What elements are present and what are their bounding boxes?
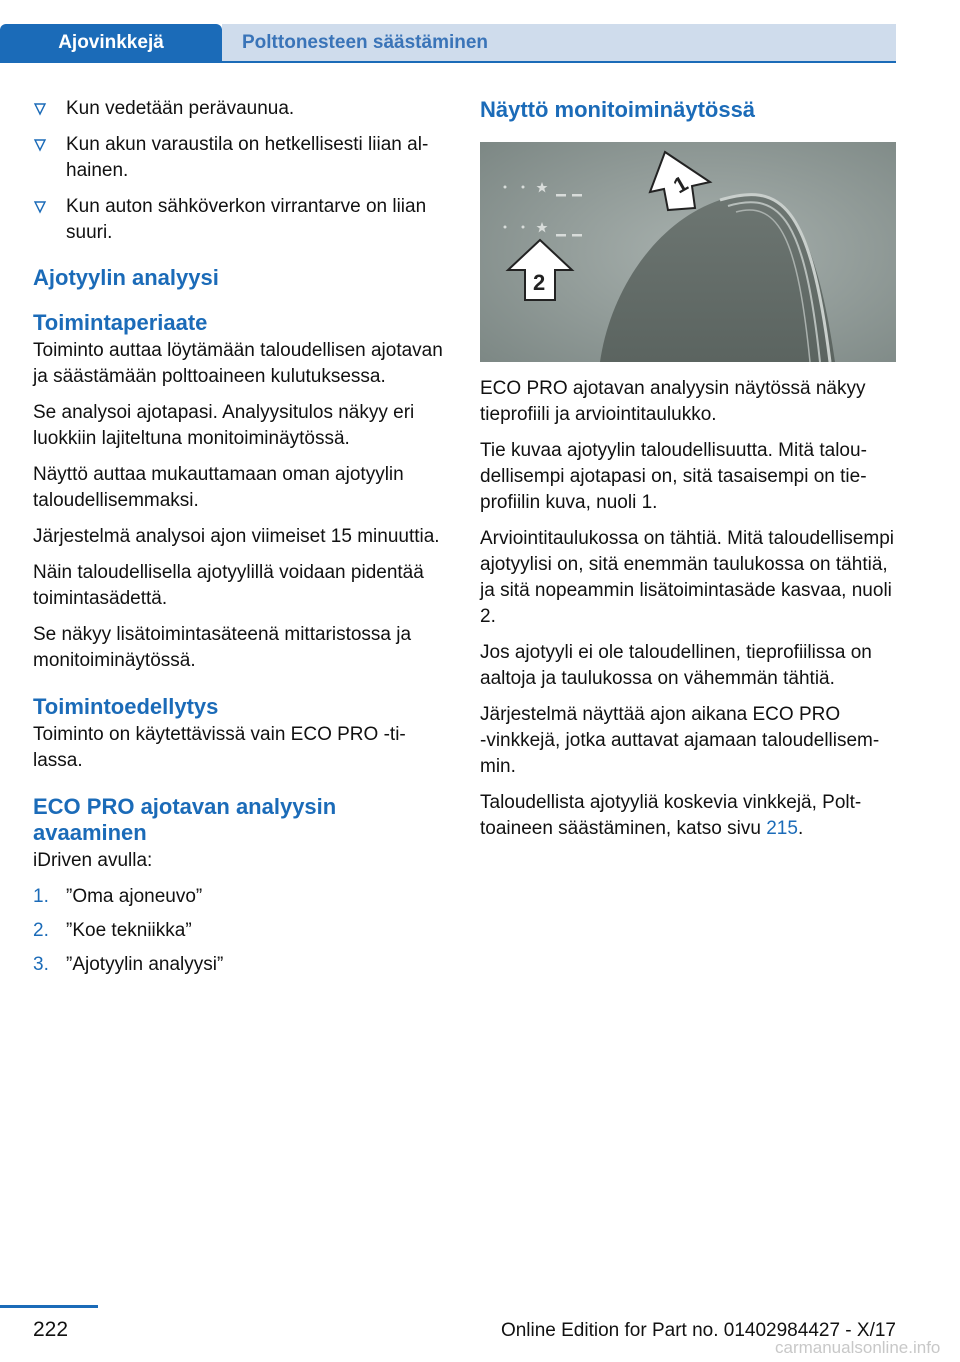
eco-pro-display-figure	[480, 142, 896, 362]
arrow-2-label: 2	[533, 270, 546, 295]
bullet-text: Kun vedetään perävaunua.	[66, 98, 295, 119]
page-number: 222	[33, 1318, 69, 1341]
list-item	[33, 918, 445, 944]
triangle-bullet-icon	[33, 102, 47, 116]
rating-dash	[572, 194, 582, 197]
rating-dot	[504, 226, 507, 229]
paragraph: iDriven avulla:	[33, 850, 153, 871]
list-item	[33, 884, 445, 910]
paragraph: Tie kuvaa ajotyylin taloudellisuutta. Mitä taloudellisempi ajotapasi on, sitä tasaisempi on tieprofiilin kuva, nuoli 1.	[480, 440, 867, 513]
list-item	[33, 952, 445, 978]
rating-dot	[504, 186, 507, 189]
footer-rule	[0, 1305, 98, 1308]
paragraph: Järjestelmä näyttää ajon aikana ECO PRO ‑vinkkejä, jotka auttavat ajamaan taloudellisemmin.	[480, 704, 880, 777]
list-item	[33, 194, 445, 246]
rating-dot	[522, 226, 525, 229]
edition-text: Online Edition for Part no. 01402984427 - X/17	[500, 1320, 896, 1341]
paragraph: Arviointitaulukossa on tähtiä. Mitä taloudellisempi ajotyylisi on, sitä enemmän taulukossa on tähtiä, ja sitä nopeammin lisätoimintasäde kasvaa, nuoli 2.	[480, 528, 894, 627]
rating-dot	[522, 186, 525, 189]
period-text: .	[797, 818, 804, 839]
section-heading: Näyttö monitoiminäytössä	[480, 97, 756, 122]
subheading-principle: Toimintaperiaate	[33, 310, 208, 335]
watermark: carmanualsonline.info	[775, 1338, 941, 1357]
subheading-requirement: Toimintoedellytys	[33, 694, 219, 719]
rating-dash	[556, 194, 566, 197]
step-text: ”Koe tekniikka”	[66, 920, 192, 941]
paragraph: ECO PRO ajotavan analyysin näytössä näkyy tieprofiili ja arviointitaulukko.	[480, 378, 866, 425]
steps-list	[33, 884, 445, 978]
paragraph: Järjestelmä analysoi ajon viimeiset 15 minuuttia.	[33, 526, 440, 547]
paragraph: Toiminto on käytettävissä vain ECO PRO ‑tilassa.	[33, 724, 406, 771]
list-item	[33, 96, 445, 122]
bullet-text: Kun auton sähköverkon virrantarve on liian suuri.	[66, 196, 427, 243]
triangle-bullet-icon	[33, 200, 47, 214]
paragraph: Jos ajotyyli ei ole taloudellinen, tieprofiilissa on aaltoja ja taulukossa on vähemmän tähtiä.	[480, 642, 872, 689]
page-header	[0, 0, 960, 64]
right-column	[480, 96, 896, 852]
step-text: ”Oma ajoneuvo”	[66, 886, 203, 907]
paragraph: Toiminto auttaa löytämään taloudellisen ajotavan ja säästämään polttoaineen kulutuksessa.	[33, 340, 443, 387]
step-text: ”Ajotyylin analyysi”	[66, 954, 224, 975]
rating-dash	[556, 234, 566, 237]
section-heading: Ajotyylin analyysi	[33, 265, 219, 290]
paragraph: Näin taloudellisella ajotyylillä voidaan pidentää toimintasädettä.	[33, 562, 424, 609]
step-number: 3.	[33, 954, 49, 975]
arrow-1-label: 1	[669, 170, 693, 199]
paragraph: Se näkyy lisätoimintasäteenä mittaristossa ja monitoiminäytössä.	[33, 624, 412, 671]
page-link[interactable]: 215	[766, 818, 798, 839]
condition-list	[33, 96, 445, 246]
paragraph: Näyttö auttaa mukauttamaan oman ajotyylin taloudellisemmaksi.	[33, 464, 404, 511]
paragraph: Se analysoi ajotapasi. Analyysitulos näkyy eri luokkiin lajiteltuna monitoiminäytössä.	[33, 402, 415, 449]
header-rule	[0, 61, 896, 63]
step-number: 1.	[33, 886, 49, 907]
chapter-tab[interactable]: Ajovinkkejä	[0, 24, 222, 62]
left-column	[33, 96, 445, 986]
bullet-text: Kun akun varaustila on hetkellisesti liian alhainen.	[66, 134, 429, 181]
triangle-bullet-icon	[33, 138, 47, 152]
reference-text: Taloudellista ajotyyliä koskevia vinkkejä, Polttoaineen säästäminen, katso sivu	[480, 792, 862, 839]
list-item	[33, 132, 445, 184]
paragraph	[480, 790, 896, 842]
section-tab[interactable]: Polttonesteen säästäminen	[222, 24, 896, 62]
subheading-opening: ECO PRO ajotavan analyysin avaaminen	[33, 794, 337, 845]
step-number: 2.	[33, 920, 49, 941]
rating-dash	[572, 234, 582, 237]
